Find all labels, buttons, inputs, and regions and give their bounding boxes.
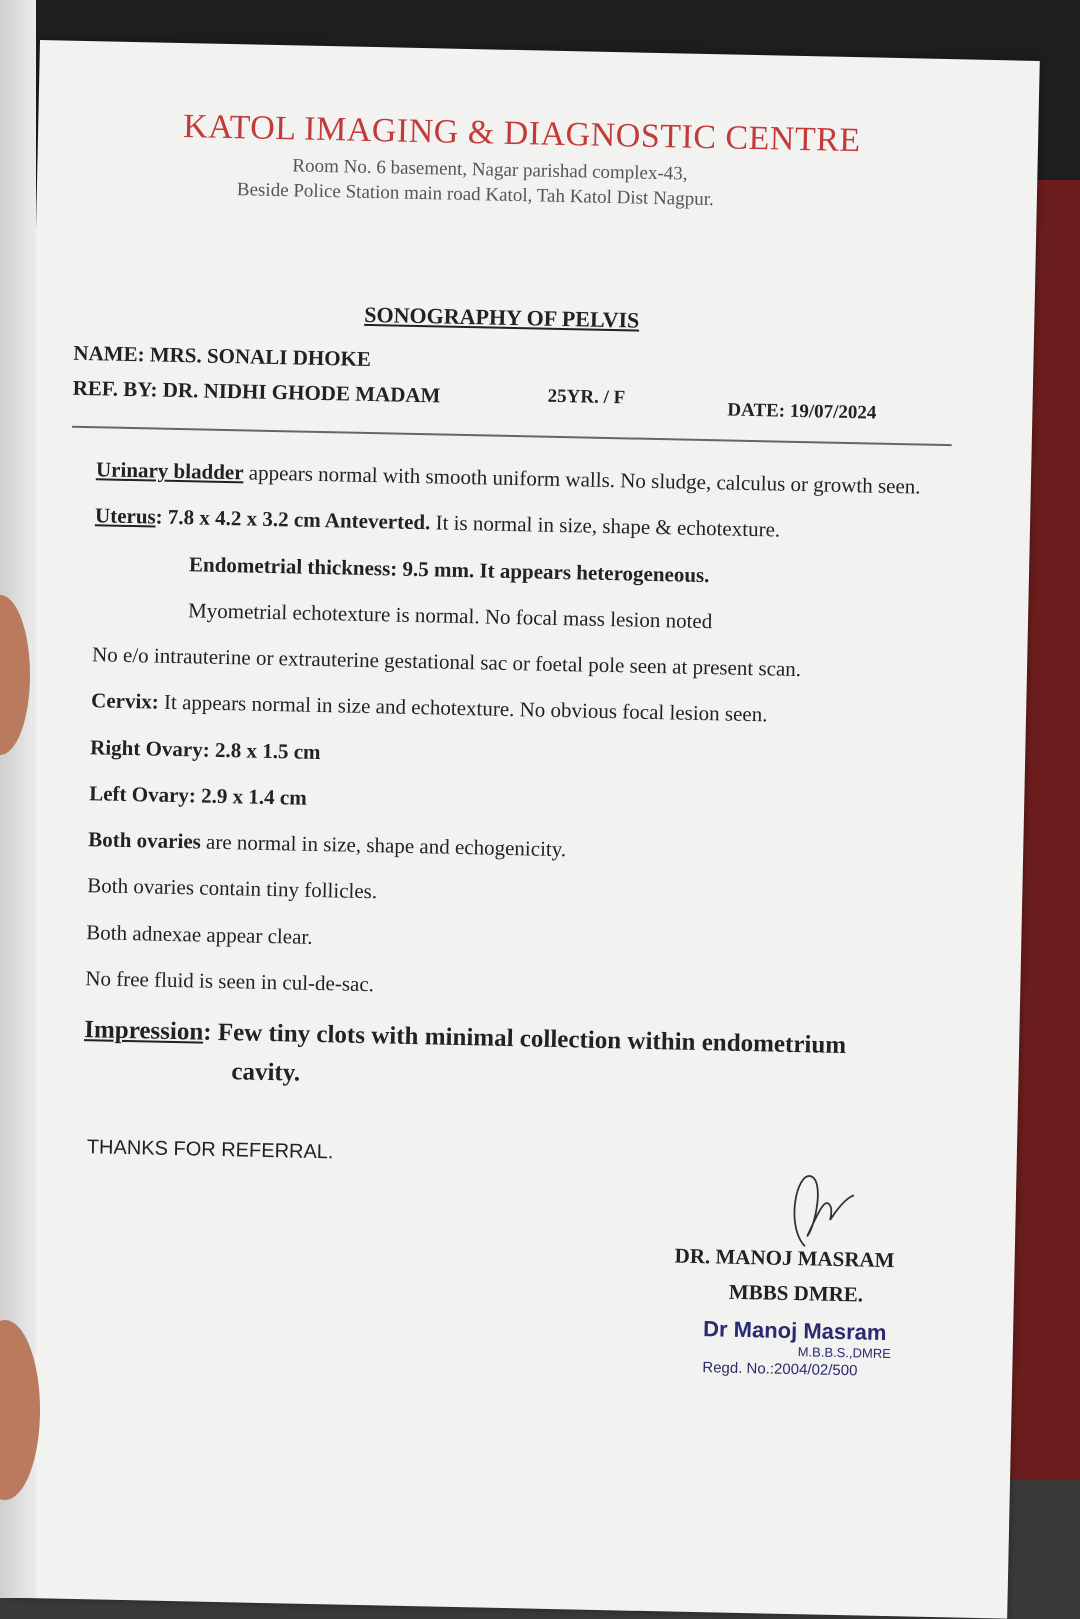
- doctor-name: DR. MANOJ MASRAM: [674, 1243, 895, 1273]
- finding-bladder: [96, 456, 926, 500]
- stamp-registration: Regd. No.:2004/02/500: [702, 1359, 858, 1380]
- bladder-text: appears normal with smooth uniform walls. No sludge, calculus or growth seen.: [243, 460, 921, 499]
- header-divider: [72, 426, 952, 446]
- impression-label: Impression: [84, 1016, 204, 1046]
- bladder-label: Urinary bladder: [95, 457, 244, 485]
- thanks-note: THANKS FOR REFERRAL.: [86, 1136, 334, 1164]
- finding-cervix: [91, 687, 941, 731]
- clinic-address-line2: Beside Police Station main road Katol, Tah Katol Dist Nagpur.: [236, 179, 714, 211]
- report-page: [7, 40, 1039, 1619]
- finding-right-ovary: Right Ovary: 2.8 x 1.5 cm: [89, 734, 321, 764]
- handwritten-signature: [775, 1166, 857, 1258]
- finding-both-ovaries: [88, 826, 938, 870]
- report-date: DATE: 19/07/2024: [727, 399, 877, 424]
- finding-uterus: [95, 503, 945, 547]
- impression-text-line2: cavity.: [231, 1057, 301, 1087]
- finding-free-fluid: No free fluid is seen in cul-de-sac.: [85, 965, 375, 996]
- uterus-text: It is normal in size, shape & echotexture.: [430, 510, 781, 542]
- cervix-text: It appears normal in size and echotexture. No obvious focal lesion seen.: [158, 689, 768, 727]
- finding-left-ovary: Left Ovary: 2.9 x 1.4 cm: [88, 780, 307, 810]
- uterus-dimensions: : 7.8 x 4.2 x 3.2 cm Anteverted.: [155, 504, 431, 535]
- cervix-label: Cervix:: [90, 688, 160, 714]
- finding-endometrial: Endometrial thickness: 9.5 mm. It appears heterogeneous.: [188, 551, 710, 587]
- doctor-qualification: MBBS DMRE.: [728, 1279, 864, 1307]
- finding-follicles: Both ovaries contain tiny follicles.: [87, 873, 378, 904]
- referred-by: REF. BY: DR. NIDHI GHODE MADAM: [72, 375, 441, 408]
- stamp-qualification: M.B.B.S.,DMRE: [797, 1344, 892, 1362]
- finding-myometrial: Myometrial echotexture is normal. No focal mass lesion noted: [187, 597, 713, 633]
- impression-text-line1: : Few tiny clots with minimal collection within endometrium: [202, 1018, 847, 1060]
- patient-age-sex: 25YR. / F: [547, 385, 626, 409]
- findings-section: [83, 456, 946, 1106]
- finding-adnexae: Both adnexae appear clear.: [86, 919, 313, 949]
- patient-name: NAME: MRS. SONALI DHOKE: [73, 340, 372, 371]
- uterus-label: Uterus: [94, 503, 156, 529]
- both-ovaries-label: Both ovaries: [88, 827, 202, 854]
- finding-gestation: No e/o intrauterine or extrauterine gestational sac or foetal pole seen at present scan.: [91, 642, 802, 682]
- stamp-name: Dr Manoj Masram: [702, 1316, 887, 1346]
- doctor-stamp: [702, 1316, 891, 1380]
- clinic-address-line1: Room No. 6 basement, Nagar parishad complex-43,: [292, 155, 688, 185]
- clinic-name: KATOL IMAGING & DIAGNOSTIC CENTRE: [182, 108, 862, 160]
- both-ovaries-text: are normal in size, shape and echogenicity.: [200, 829, 567, 862]
- report-title: SONOGRAPHY OF PELVIS: [364, 301, 640, 333]
- impression: [83, 1011, 934, 1106]
